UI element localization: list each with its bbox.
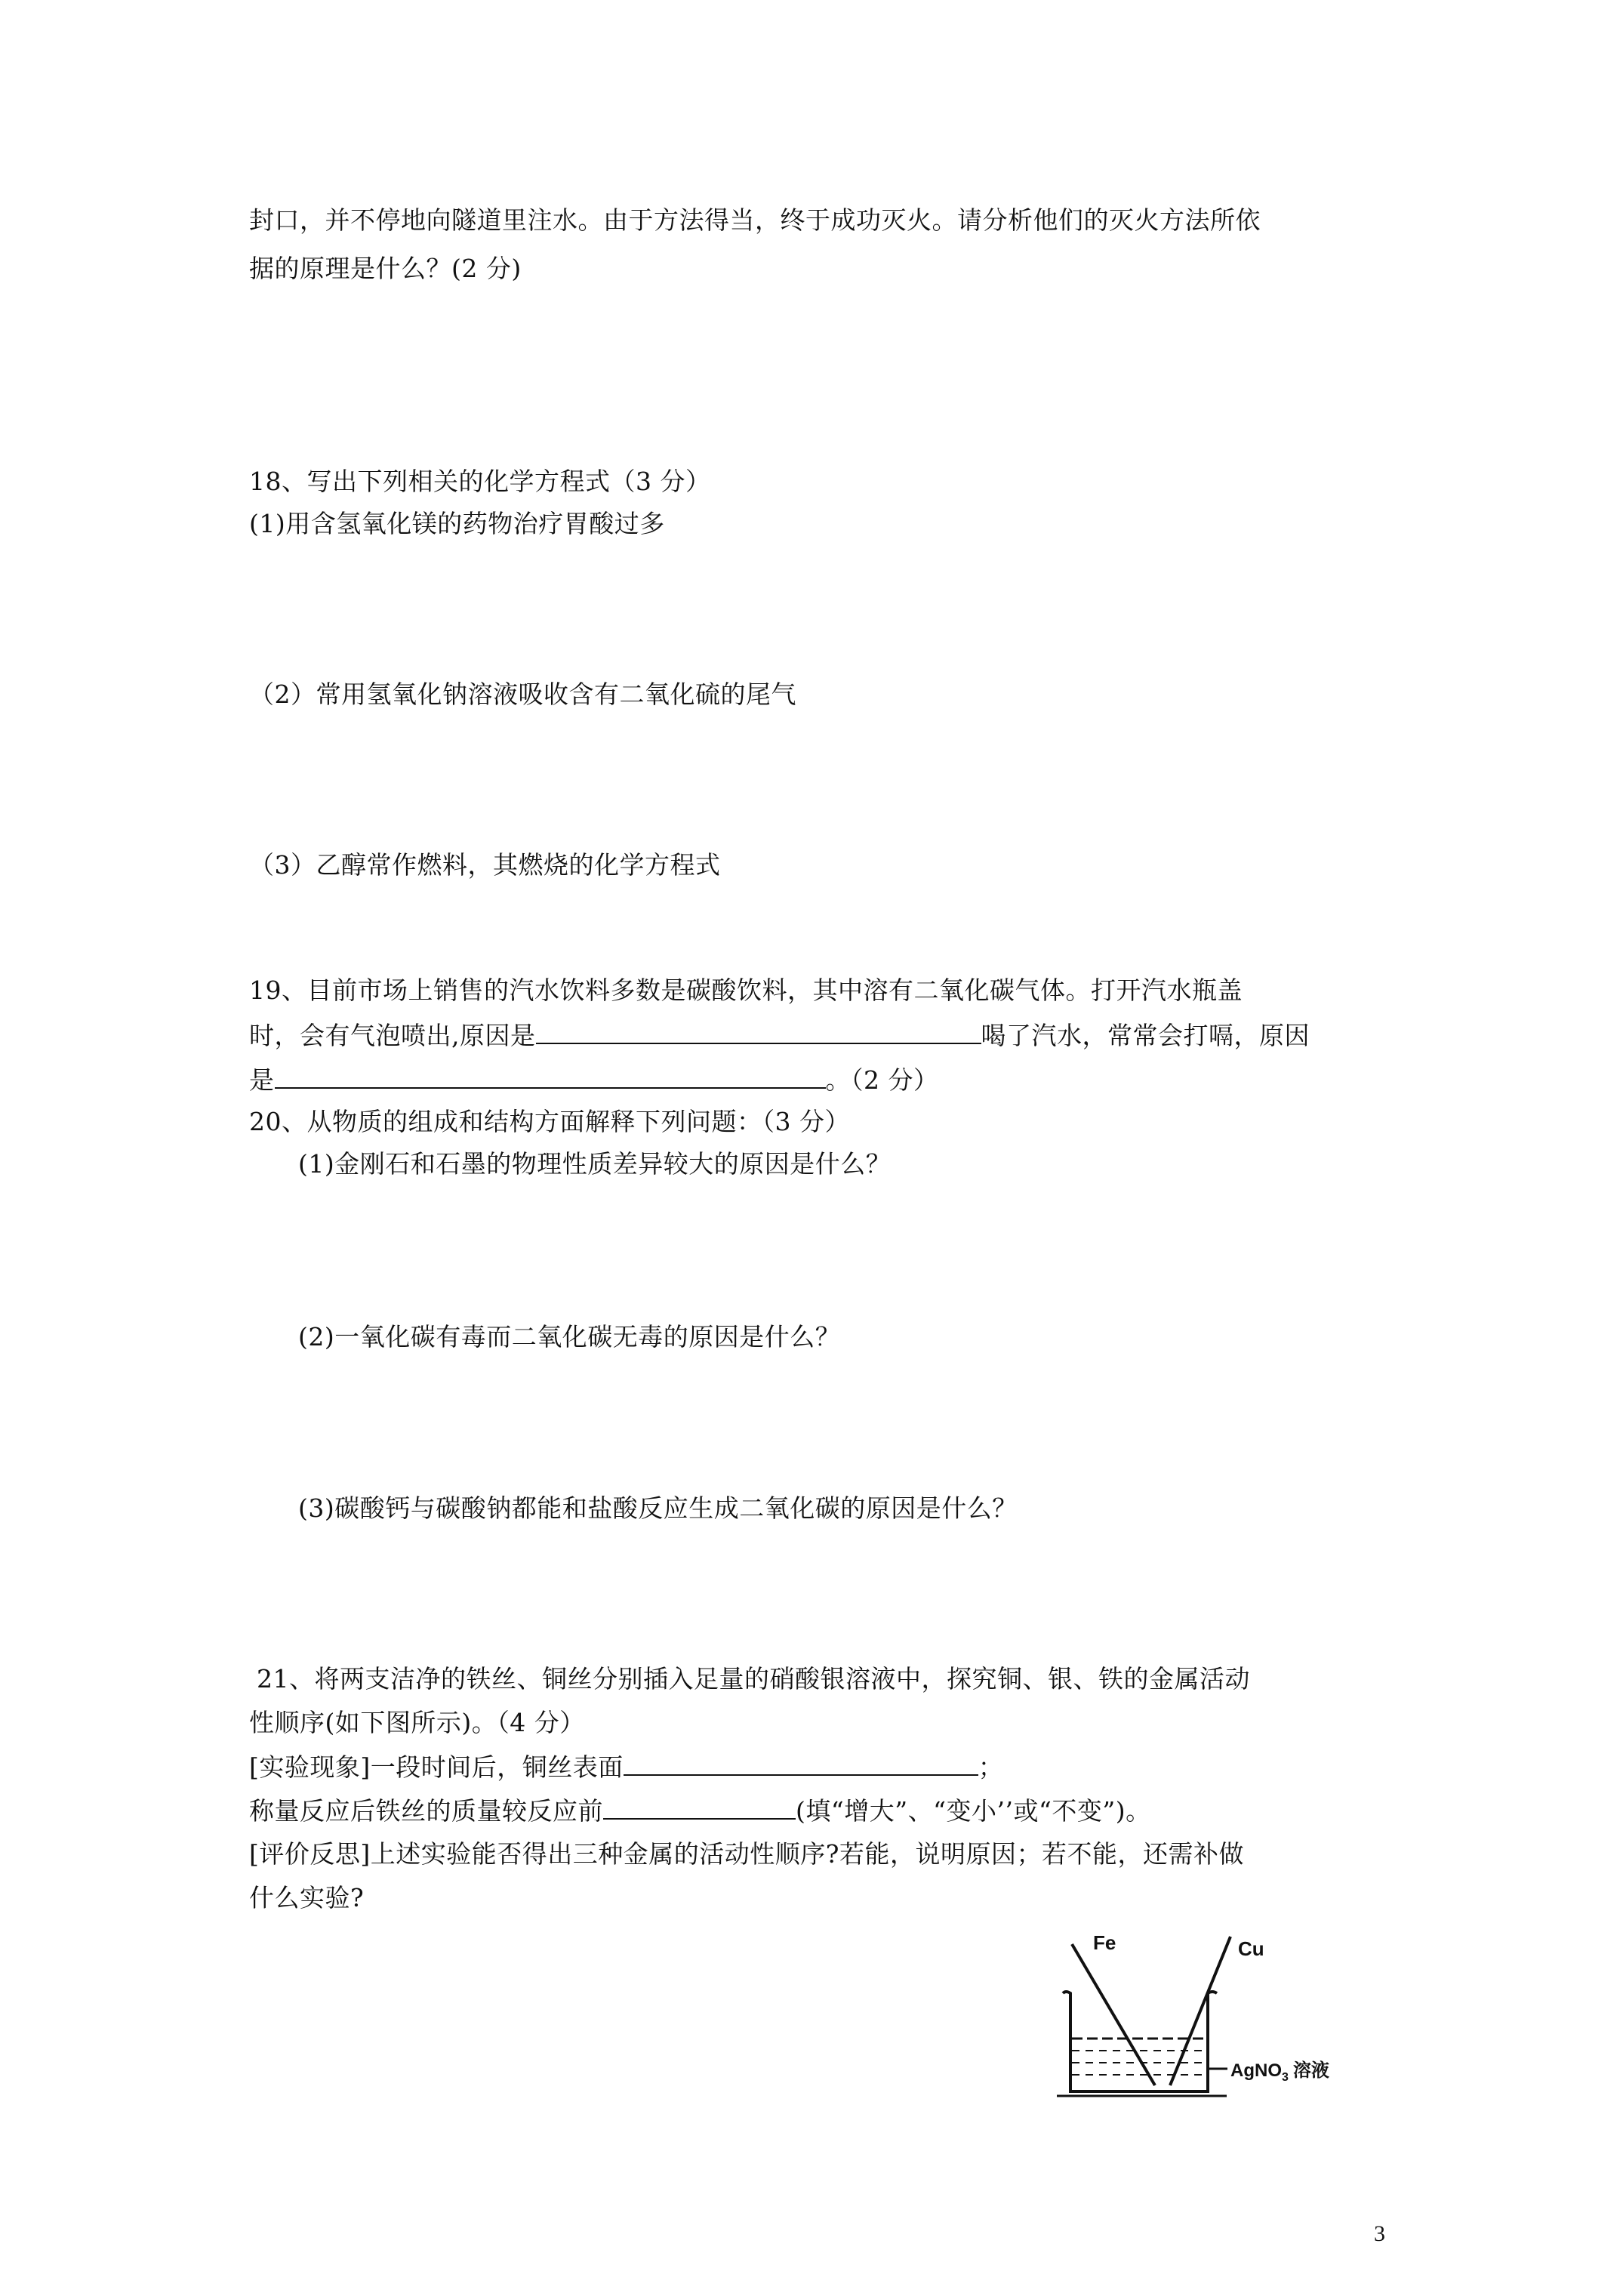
q21-line-2: 性顺序(如下图所示)。（4 分） bbox=[249, 1708, 585, 1737]
page-number: 3 bbox=[1374, 2221, 1385, 2246]
solution-subscript: 3 bbox=[1282, 2071, 1289, 2084]
q19-answer-blank-2[interactable] bbox=[275, 1065, 826, 1089]
q21-line-3 bbox=[249, 1752, 1003, 1783]
fe-wire bbox=[1072, 1944, 1155, 2085]
beaker bbox=[1063, 1992, 1217, 2091]
q19-line-2-end: 喝了汽水，常常会打嗝，原因 bbox=[981, 1021, 1310, 1050]
solution-formula: AgNO bbox=[1230, 2060, 1282, 2081]
q21-line-1: 21、将两支洁净的铁丝、铜丝分别插入足量的硝酸银溶液中，探究铜、银、铁的金属活动 bbox=[257, 1664, 1250, 1693]
q20-title: 20、从物质的组成和结构方面解释下列问题：（3 分） bbox=[249, 1107, 850, 1136]
q21-line-4-end: (填“增大”、“变小’’或“不变”)。 bbox=[796, 1796, 1151, 1826]
beaker-experiment-figure bbox=[1049, 1918, 1427, 2122]
q21-line-6: 什么实验? bbox=[249, 1883, 365, 1912]
q19-line-3-end: 。（2 分） bbox=[825, 1065, 939, 1095]
q21-line-5: [评价反思]上述实验能否得出三种金属的活动性顺序?若能，说明原因；若不能，还需补做 bbox=[249, 1839, 1244, 1869]
q20-part-3: (3)碳酸钙与碳酸钠都能和盐酸反应生成二氧化碳的原因是什么？ bbox=[298, 1493, 1018, 1523]
q21-answer-blank-2[interactable] bbox=[603, 1795, 796, 1820]
q21-answer-blank-1[interactable] bbox=[624, 1752, 978, 1776]
solution-label bbox=[1230, 2059, 1329, 2084]
q21-mass-label: 称量反应后铁丝的质量较反应前 bbox=[249, 1796, 603, 1826]
q19-answer-blank-1[interactable] bbox=[536, 1020, 981, 1044]
q18-title: 18、写出下列相关的化学方程式（3 分） bbox=[249, 467, 711, 496]
q18-part-3: （3）乙醇常作燃料，其燃烧的化学方程式 bbox=[249, 850, 721, 880]
q19-line-3 bbox=[249, 1065, 939, 1096]
q20-part-1: (1)金刚石和石墨的物理性质差异较大的原因是什么？ bbox=[298, 1149, 892, 1179]
q18-part-1: (1)用含氢氧化镁的药物治疗胃酸过多 bbox=[249, 509, 665, 538]
q19-line-1: 19、目前市场上销售的汽水饮料多数是碳酸饮料，其中溶有二氧化碳气体。打开汽水瓶盖 bbox=[249, 975, 1243, 1005]
q17-line-1: 封口，并不停地向隧道里注水。由于方法得当，终于成功灭火。请分析他们的灭火方法所依 bbox=[249, 205, 1261, 235]
q17-line-2: 据的原理是什么？(2 分) bbox=[249, 254, 522, 283]
cu-label: Cu bbox=[1238, 1937, 1264, 1960]
q21-phenomenon-label: [实验现象]一段时间后，铜丝表面 bbox=[249, 1752, 624, 1782]
q21-line-4 bbox=[249, 1795, 1151, 1826]
solution-cn-label: 溶液 bbox=[1292, 2059, 1329, 2081]
q19-line-2 bbox=[249, 1020, 1310, 1051]
q20-part-2: (2)一氧化碳有毒而二氧化碳无毒的原因是什么？ bbox=[298, 1322, 841, 1351]
fe-label: Fe bbox=[1093, 1931, 1116, 1954]
q19-line-2-start: 时，会有气泡喷出,原因是 bbox=[249, 1021, 536, 1050]
q18-part-2: （2）常用氢氧化钠溶液吸收含有二氧化硫的尾气 bbox=[249, 680, 796, 709]
q19-line-3-start: 是 bbox=[249, 1065, 275, 1095]
q21-line-3-end: ； bbox=[978, 1752, 1004, 1782]
